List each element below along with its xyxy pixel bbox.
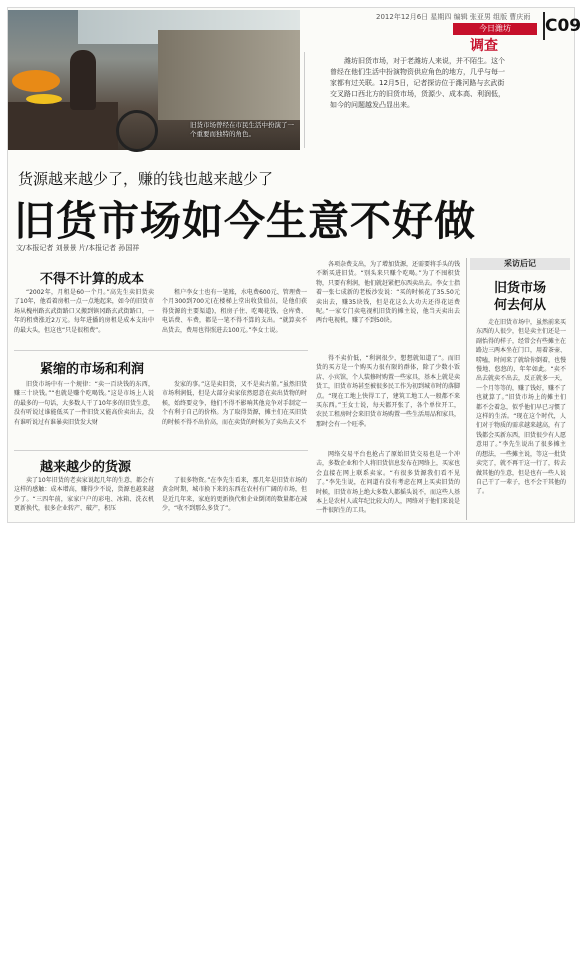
sidebar-commentary (470, 258, 570, 520)
article-body (12, 258, 462, 520)
divider (14, 450, 308, 451)
section-title-market: 紧缩的市场和利润 (40, 362, 145, 377)
intro-text: 潍坊旧货市场，对于老潍坊人来说，并不陌生。这个曾经在他们生活中扮演物资供应角色的地方，几乎与每一家都有过关联。12月5日，记者探访位于潍河路与玄武街交叉路口西北方的旧货市场，货源少、成本高、利润低，如今的问题越发凸显出来。 (330, 57, 505, 109)
photo-vendor (70, 50, 96, 110)
market-photo (8, 10, 300, 150)
article-headline: 旧货市场如今生意不好做 (14, 197, 476, 245)
byline: 文/本报记者 刘景景 片/本报记者 孙国祥 (16, 244, 140, 252)
newspaper-page (7, 7, 581, 523)
photo-wall (158, 30, 300, 120)
section-supply-right: 了很多物资。”在李先生看来，那几年是旧货市场的黄金时期，城市换下来的东西在农村有广阔的市场，但是近几年来，家庭的更新换代和企业倒闭的数量都在减少，“收不到那么多货了”。 (162, 477, 307, 513)
column3-middle: 得不卖价低，“利润很少，想想就知道了”。而旧货的买方是一个购买力很有限的群体，除了少数小饭店、小宾馆，个人装修时购置一些家具，基本上就是卖货工，旧货市场甚至被很多民工作为初到城市时的落脚点。“现在工地上快得工了，建筑工地工人一般都不来买东西。”王女士说，每天都开张了，各个单位开工，农民工租房时会来旧货市场购置一些生活用品和家具，那时会有一个旺季。 (316, 355, 461, 428)
photo-counter (8, 102, 118, 150)
section-cost-left: “2002年，月租是60一个月。”高先生卖旧货卖了10年，他看着房租一点一点地起来，如今的旧货市场从槐州路玄武街路口又搬到镇冈路玄武街路口，一年的租费涨近2万元。每年进播的房租是成本支出中的最大头，但这也“只是很租费”。 (14, 289, 154, 334)
section-supply-left: 卖了10年旧货的老卖家说起几年的生意，都会有这样的感触：成本增高，赚得少不说，货源也越来越少了。“三四年前，家家户户的彩电、冰箱、洗衣机更新换代，很多企业转产、破产，积压 (14, 477, 154, 513)
photo-caption: 旧货市场曾经在市民生活中扮演了一个重要而独特的角色。 (190, 121, 294, 138)
issue-date: 2012年12月6日 星期四 编辑 张亚男 组版 曹庆雨 (376, 13, 531, 21)
photo-orange-basin (12, 70, 60, 92)
sidebar-title-line1: 旧货市场 (493, 281, 546, 296)
divider (14, 350, 308, 351)
column-divider (466, 258, 467, 520)
sidebar-title (470, 280, 570, 314)
sidebar-head: 采访后记 (470, 258, 570, 270)
section-market-left: 旧货市场中有一个规律：“卖一百块钱的东西，赚三十块钱。”“也就是赚个吃喝钱。”这是市场上人说的最多的一句话，大多数人干了10年多的旧货生意，没有听说过谁能低买了一件旧货又能高价卖出去，没有谁听说过有谁暴卖旧货发大财 (14, 381, 154, 426)
column3-top: 各项杂费支出，为了增加货源，还需要将手头的钱不断买进旧货。“别头来只赚个吃喝。”为了不囤积货物，只要有利润，他们就赶紧把东西卖出去。李女士指着一张七成新的老板沙发说：“买的时候花了35.50元卖出去，赚35块钱，但是花这么大功夫还得花运费呢。”一家专门卖电视机旧货的摊主说，他当天卖出去两台电视机，赚了不到50块。 (316, 261, 461, 325)
section-market-right: 发家的事。”这是卖旧货，又不是卖古董。”虽然旧货市场利润低，但是大部分卖家依然愿意在卖出货物的时候，始终要竞争，他们不得不影响其他竞争对手制定一个有利于自己的价格。为了取得货源，摊主们在买旧货的时候不得不出价高，而在卖货的时候为了卖出去又不 (162, 381, 307, 426)
section-tag: 今日潍坊 (453, 23, 537, 35)
photo-yellow-basin (26, 94, 62, 104)
section-label: 调查 (470, 38, 498, 54)
section-title-supply: 越来越少的货源 (40, 460, 132, 475)
section-title-cost: 不得不计算的成本 (40, 272, 145, 287)
sidebar-text: 走在旧货市场中，虽然前来买东西的人很少，但是卖主们还是一副怡得的样子，经常会有些摊主在路边三两本坐在门口，用着茶壶、唠嗑，时间来了就给你倒着，也慢慢地、悠悠的，年年如此。“卖不出去就卖不出去，反正就多一天，一个月等等的，赚了钱好，赚不了也就算了。”旧货市场上的摊主们都不会着急，似乎他们早已习惯了这样的生活。“现在这个时代，人们对于物质的需求越来越高，有了钱都会买新东西，旧货很少有人愿意用了。”李先生说出了很多摊主的想法，一些摊主说，等这一批货卖完了，就不再干这一行了，转去做其他的生意，但是也有一些人说自己干了一辈子，也不会干其他的了。 (476, 319, 567, 496)
column3-bottom: 网络交易平台也抢占了原始旧货交易也是一个冲击，多数企业和个人将旧货信息发布在网络上，买家也会直接在网上联系卖家。“有很多货源我们看不见了。”李先生说，在问道有没有考虑在网上买卖旧货的时候，旧货市场上绝大多数人都摇头说不，而这些人基本上是农村人或年纪比较大的人，网络对于他们来说是一件很陌生的工具。 (316, 451, 461, 515)
photo-bicycle-wheel (116, 110, 158, 152)
page-number: C09 (543, 12, 575, 40)
section-cost-right: 租户李女士也有一笔账，水电费600元、管理费一个月300到700元(在楼梯上堂出收货值员，是他们获得货源的主要渠道)，租房子住、吃喝花钱、仓库费、电话费、车费，都是一笔不得不算的支出。“就算卖不出货去，费用也得照进去100元。”李女士说。 (162, 289, 307, 334)
sidebar-title-line2: 何去何从 (493, 298, 546, 313)
article-subtitle: 货源越来越少了，赚的钱也越来越少了 (18, 170, 274, 188)
